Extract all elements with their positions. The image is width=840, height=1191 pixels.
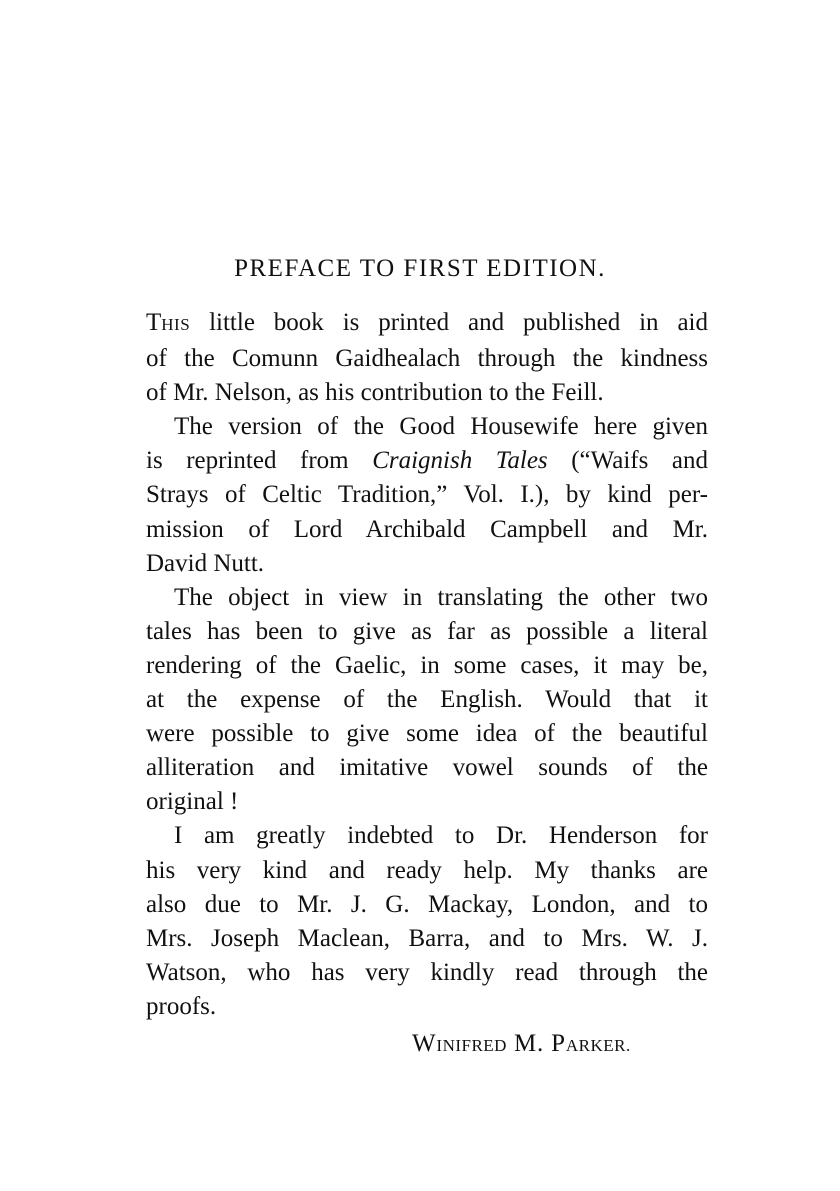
paragraph-2-line-3: Strays of Celtic Tradition,” Vol. I.), by kind per- — [146, 481, 708, 509]
paragraph-3-line-4: at the expense of the English. Would that it — [146, 686, 708, 714]
paragraph-4-line-3: also due to Mr. J. G. Mackay, London, and to — [146, 890, 708, 918]
signature-last-small: ARKER. — [565, 1036, 631, 1055]
preface-body — [146, 306, 708, 1024]
signature-last-cap: P — [551, 1030, 566, 1057]
paragraph-4-line-5: Watson, who has very kindly read through the — [146, 958, 708, 986]
paragraph-3-line-5: were possible to give some idea of the beautiful — [146, 720, 708, 748]
paragraph-4-line-2: his very kind and ready help. My thanks are — [146, 856, 708, 884]
paragraph-3-line-3: rendering of the Gaelic, in some cases, it may be, — [146, 651, 708, 679]
paragraph-3 — [146, 581, 708, 820]
paragraph-2-line-4: mission of Lord Archibald Campbell and Mr. — [146, 515, 708, 543]
paragraph-4-line-1: I am greatly indebted to Dr. Henderson for — [174, 822, 708, 850]
paragraph-2-line-5: David Nutt. — [146, 549, 265, 577]
drop-word-small-caps: HIS — [161, 315, 191, 334]
paragraph-2-line-2-pre: is reprinted from — [146, 447, 373, 475]
paragraph-4-line-6: proofs. — [146, 992, 217, 1020]
drop-word-cap: T — [146, 309, 162, 336]
paragraph-2-line-2 — [146, 444, 708, 478]
signature-middle: M. — [506, 1030, 552, 1057]
paragraph-4-line-4: Mrs. Joseph Maclean, Barra, and to Mrs. W. J. — [146, 924, 708, 952]
page-title: PREFACE TO FIRST EDITION. — [234, 255, 606, 282]
paragraph-2-line-2-post: (“Waifs and — [547, 447, 708, 475]
paragraph-1 — [146, 306, 708, 410]
paragraph-3-line-6: alliteration and imitative vowel sounds of the — [146, 754, 708, 782]
paragraph-2 — [146, 410, 708, 580]
book-title-craignish-tales: Craignish Tales — [372, 447, 548, 475]
paragraph-1-line-1 — [146, 306, 708, 342]
paragraph-2-line-1: The version of the Good Housewife here given — [174, 413, 708, 441]
paragraph-3-line-1: The object in view in translating the other two — [174, 583, 708, 611]
paragraph-3-line-2: tales has been to give as far as possible a literal — [146, 617, 708, 645]
paragraph-1-line-2: of the Comunn Gaidhealach through the kindness — [146, 345, 708, 373]
paragraph-3-line-7: original ! — [146, 788, 239, 816]
signature-first-cap: W — [412, 1030, 437, 1057]
paragraph-1-line-3: of Mr. Nelson, as his contribution to the Feill. — [146, 379, 604, 407]
paragraph-4 — [146, 819, 708, 1024]
signature-first-small: INIFRED — [436, 1036, 507, 1055]
paragraph-1-line-1-text: little book is printed and published in aid — [190, 309, 708, 336]
author-signature — [412, 1027, 682, 1063]
